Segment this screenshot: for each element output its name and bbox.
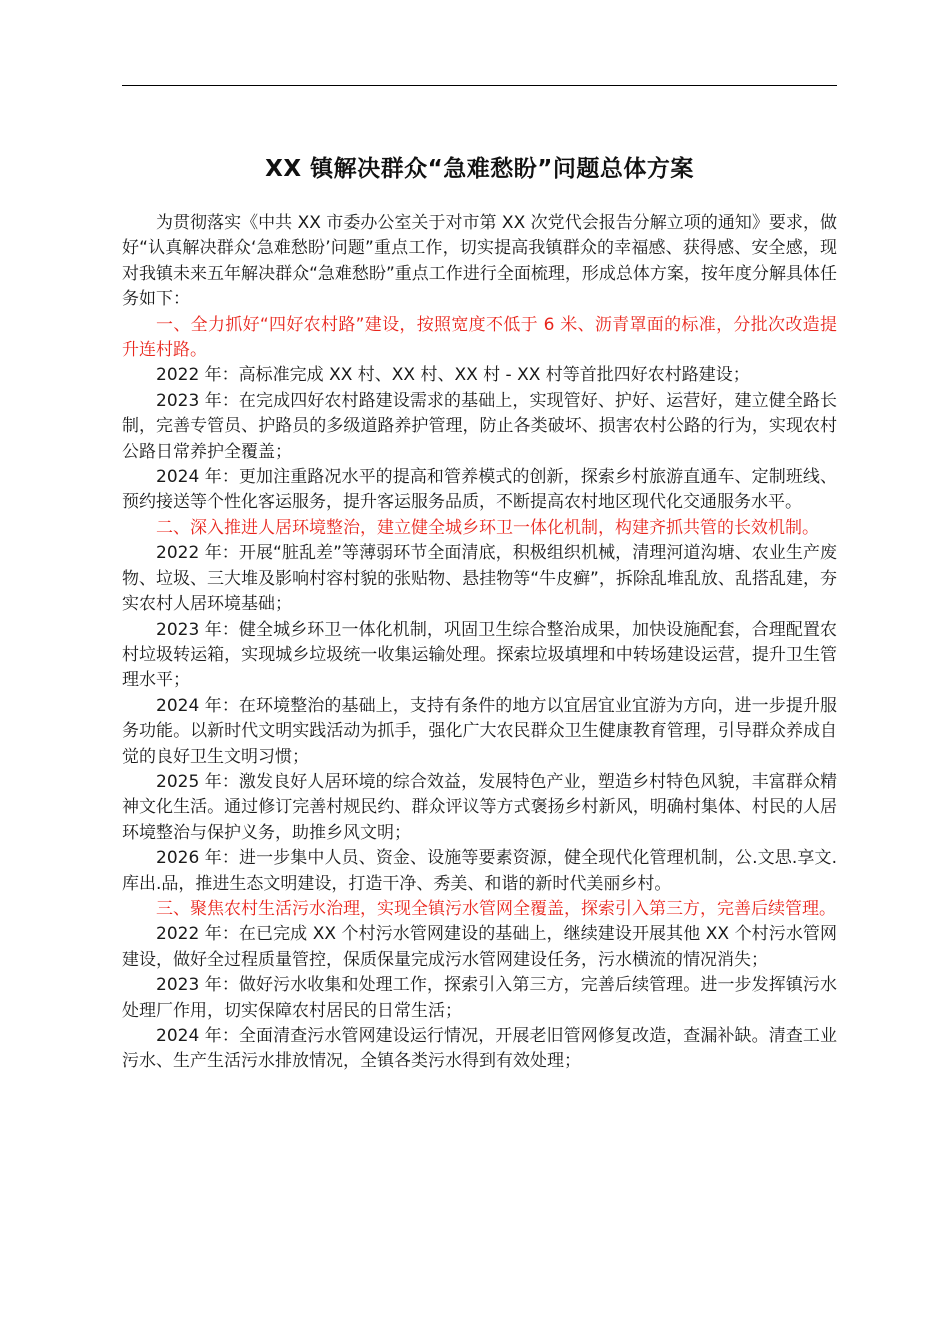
- task-paragraph: 2023 年：做好污水收集和处理工作，探索引入第三方，完善后续管理。进一步发挥镇污水处理厂作用，切实保障农村居民的日常生活；: [122, 975, 837, 1021]
- task-paragraph: 2024 年：在环境整治的基础上，支持有条件的地方以宜居宜业宜游为方向，进一步提升服务功能。以新时代文明实践活动为抓手，强化广大农民群众卫生健康教育管理，引导群众养成自觉的良好卫生文明习惯；: [122, 695, 837, 767]
- document-body: [122, 211, 837, 1075]
- task-paragraph: 2022 年：高标准完成 XX 村、XX 村、XX 村 - XX 村等首批四好农村路建设；: [156, 365, 750, 386]
- header-rule: [122, 85, 837, 86]
- task-paragraph: 2026 年：进一步集中人员、资金、设施等要素资源，健全现代化管理机制，公.文思.享文.库出.品，推进生态文明建设，打造干净、秀美、和谐的新时代美丽乡村。: [122, 848, 837, 894]
- page-title: XX 镇解决群众“急难愁盼”问题总体方案: [265, 156, 694, 182]
- task-paragraph: 2024 年：全面清查污水管网建设运行情况，开展老旧管网修复改造，查漏补缺。清查工业污水、生产生活污水排放情况，全镇各类污水得到有效处理；: [122, 1026, 837, 1072]
- section-heading-3: 三、聚焦农村生活污水治理，实现全镇污水管网全覆盖，探索引入第三方，完善后续管理。: [156, 898, 836, 919]
- task-paragraph: 2025 年：激发良好人居环境的综合效益，发展特色产业，塑造乡村特色风貌，丰富群众精神文化生活。通过修订完善村规民约、群众评议等方式褒扬乡村新风，明确村集体、村民的人居环境整治与保护义务，助推乡风文明；: [122, 771, 837, 843]
- section-heading-2: 二、深入推进人居环境整治，建立健全城乡环卫一体化机制，构建齐抓共管的长效机制。: [156, 517, 819, 538]
- task-paragraph: 2024 年：更加注重路况水平的提高和管养模式的创新，探索乡村旅游直通车、定制班线、预约接送等个性化客运服务，提升客运服务品质，不断提高农村地区现代化交通服务水平。: [122, 467, 837, 513]
- task-paragraph: 2022 年：开展“脏乱差”等薄弱环节全面清底，积极组织机械，清理河道沟塘、农业生产废物、垃圾、三大堆及影响村容村貌的张贴物、悬挂物等“牛皮癣”，拆除乱堆乱放、乱搭乱建，夯实农村人居环境基础；: [122, 543, 837, 615]
- task-paragraph: 2023 年：健全城乡环卫一体化机制，巩固卫生综合整治成果，加快设施配套，合理配置农村垃圾转运箱，实现城乡垃圾统一收集运输处理。探索垃圾填埋和中转场建设运营，提升卫生管理水平；: [122, 619, 837, 691]
- task-paragraph: 2023 年：在完成四好农村路建设需求的基础上，实现管好、护好、运营好，建立健全路长制，完善专管员、护路员的多级道路养护管理，防止各类破坏、损害农村公路的行为，实现农村公路日常养护全覆盖；: [122, 390, 837, 462]
- intro-paragraph: 为贯彻落实《中共 XX 市委办公室关于对市第 XX 次党代会报告分解立项的通知》要求，做好“认真解决群众‘急难愁盼’问题”重点工作，切实提高我镇群众的幸福感、获得感、安全感，现对我镇未来五年解决群众“急难愁盼”重点工作进行全面梳理，形成总体方案，按年度分解具体任务如下：: [122, 213, 837, 310]
- task-paragraph: 2022 年：在已完成 XX 个村污水管网建设的基础上，继续建设开展其他 XX 个村污水管网建设，做好全过程质量管控，保质保量完成污水管网建设任务，污水横流的情况消失；: [122, 924, 837, 970]
- section-heading-1: 一、全力抓好“四好农村路”建设，按照宽度不低于 6 米、沥青罩面的标准，分批次改造提升连村路。: [122, 314, 837, 361]
